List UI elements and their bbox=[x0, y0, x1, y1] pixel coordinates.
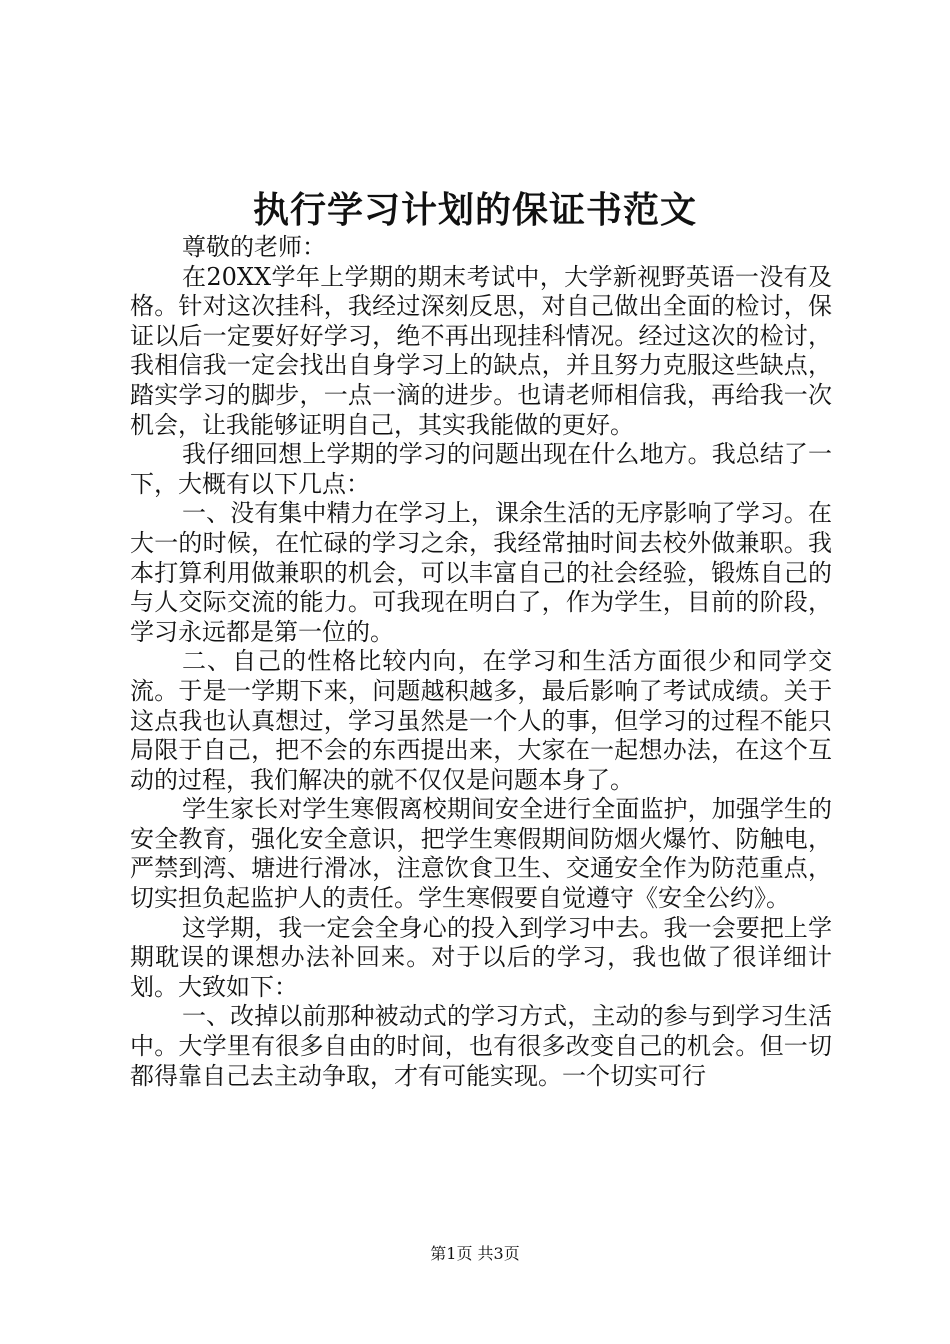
paragraph-safety: 学生家长对学生寒假离校期间安全进行全面监护，加强学生的安全教育，强化安全意识，把学生寒假期间防烟火爆竹、防触电，严禁到湾、塘进行滑冰，注意饮食卫生、交通安全作为防范重点，切实担负起监护人的责任。学生寒假要自觉遵守《安全公约》。 bbox=[130, 795, 832, 913]
paragraph-plan: 这学期，我一定会全身心的投入到学习中去。我一会要把上学期耽误的课想办法补回来。对于以后的学习，我也做了很详细计划。大致如下： bbox=[130, 913, 832, 1001]
paragraph-reflection: 我仔细回想上学期的学习的问题出现在什么地方。我总结了一下，大概有以下几点： bbox=[130, 440, 832, 498]
paragraph-point-one: 一、没有集中精力在学习上，课余生活的无序影响了学习。在大一的时候，在忙碌的学习之余，我经常抽时间去校外做兼职。我本打算利用做兼职的机会，可以丰富自己的社会经验，锻炼自己的与人交际交流的能力。可我现在明白了，作为学生，目前的阶段，学习永远都是第一位的。 bbox=[130, 499, 832, 646]
document-body bbox=[130, 233, 832, 1091]
paragraph-point-two: 二、自己的性格比较内向，在学习和生活方面很少和同学交流。于是一学期下来，问题越积越多，最后影响了考试成绩。关于这点我也认真想过，学习虽然是一个人的事，但学习的过程不能只局限于自己，把不会的东西提出来，大家在一起想办法，在这个互动的过程，我们解决的就不仅仅是问题本身了。 bbox=[130, 647, 832, 794]
document-title: 执行学习计划的保证书范文 bbox=[252, 189, 697, 231]
salutation: 尊敬的老师： bbox=[182, 233, 326, 261]
paragraph-plan-one: 一、改掉以前那种被动式的学习方式，主动的参与到学习生活中。大学里有很多自由的时间，也有很多改变自己的机会。但一切都得靠自己去主动争取，才有可能实现。一个切实可行 bbox=[130, 1002, 832, 1090]
page-footer: 第1页 共3页 bbox=[430, 1244, 520, 1263]
paragraph-introduction: 在20XX学年上学期的期末考试中，大学新视野英语一没有及格。针对这次挂科，我经过深刻反思，对自己做出全面的检讨，保证以后一定要好好学习，绝不再出现挂科情况。经过这次的检讨，我相信我一定会找出自身学习上的缺点，并且努力克服这些缺点，踏实学习的脚步，一点一滴的进步。也请老师相信我，再给我一次机会，让我能够证明自己，其实我能做的更好。 bbox=[130, 262, 832, 439]
